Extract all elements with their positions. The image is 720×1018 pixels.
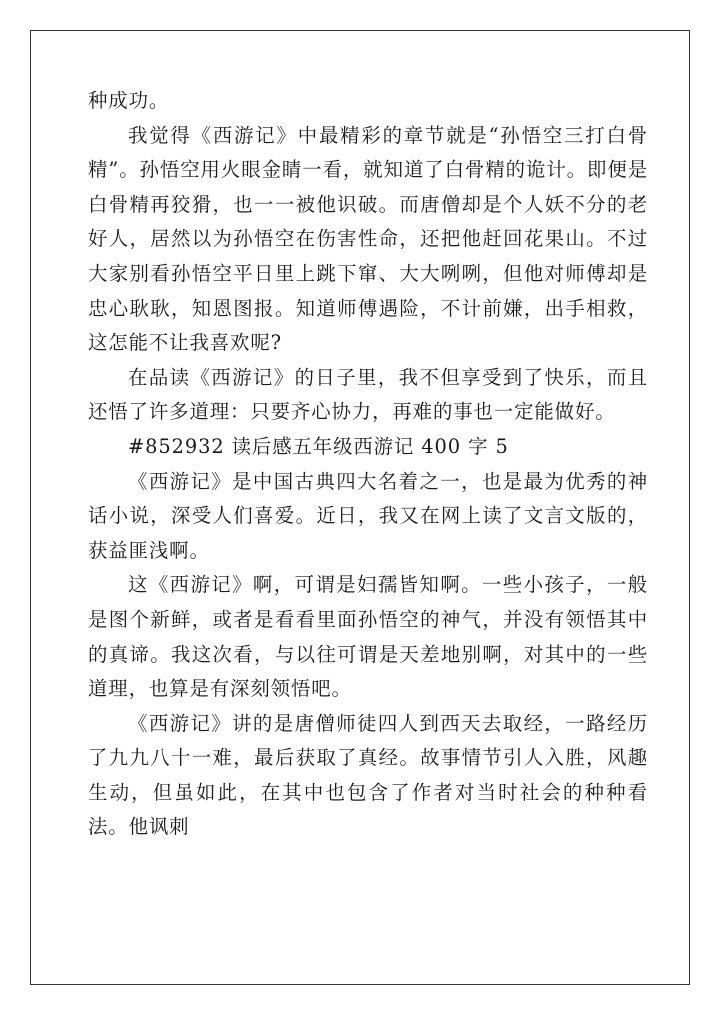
paragraph-continuation: 种成功。 xyxy=(88,89,170,112)
essay-heading: #852932 读后感五年级西游记 400 字 5 xyxy=(128,434,509,458)
document-body xyxy=(88,84,648,845)
paragraph-understanding: 这《西游记》啊，可谓是妇孺皆知啊。一些小孩子，一般是图个新鲜，或者是看看里面孙悟空的神气，并没有领悟其中的真谛。我这次看，与以往可谓是天差地别啊，对其中的一些道理，也算是有深刻领悟吧。 xyxy=(88,573,648,701)
paragraph-lessons: 在品读《西游记》的日子里，我不但享受到了快乐，而且还悟了许多道理：只要齐心协力，再难的事也一定能做好。 xyxy=(88,365,648,424)
paragraph-intro: 《西游记》是中国古典四大名着之一，也是最为优秀的神话小说，深受人们喜爱。近日，我又在网上读了文言文版的，获益匪浅啊。 xyxy=(88,469,648,562)
paragraph-favorite-chapter: 我觉得《西游记》中最精彩的章节就是“孙悟空三打白骨精”。孙悟空用火眼金睛一看，就知道了白骨精的诡计。即便是白骨精再狡猾，也一一被他识破。而唐僧却是个人妖不分的老好人，居然以为孙悟空在伤害性命，还把他赶回花果山。不过大家别看孙悟空平日里上跳下窜、大大咧咧，但他对师傅却是忠心耿耿，知恩图报。知道师傅遇险，不计前嫌，出手相救，这怎能不让我喜欢呢? xyxy=(88,123,648,355)
paragraph-story-summary: 《西游记》讲的是唐僧师徒四人到西天去取经，一路经历了九九八十一难，最后获取了真经。故事情节引人入胜，风趣生动，但虽如此，在其中也包含了作者对当时社会的种种看法。他讽刺 xyxy=(88,711,648,839)
